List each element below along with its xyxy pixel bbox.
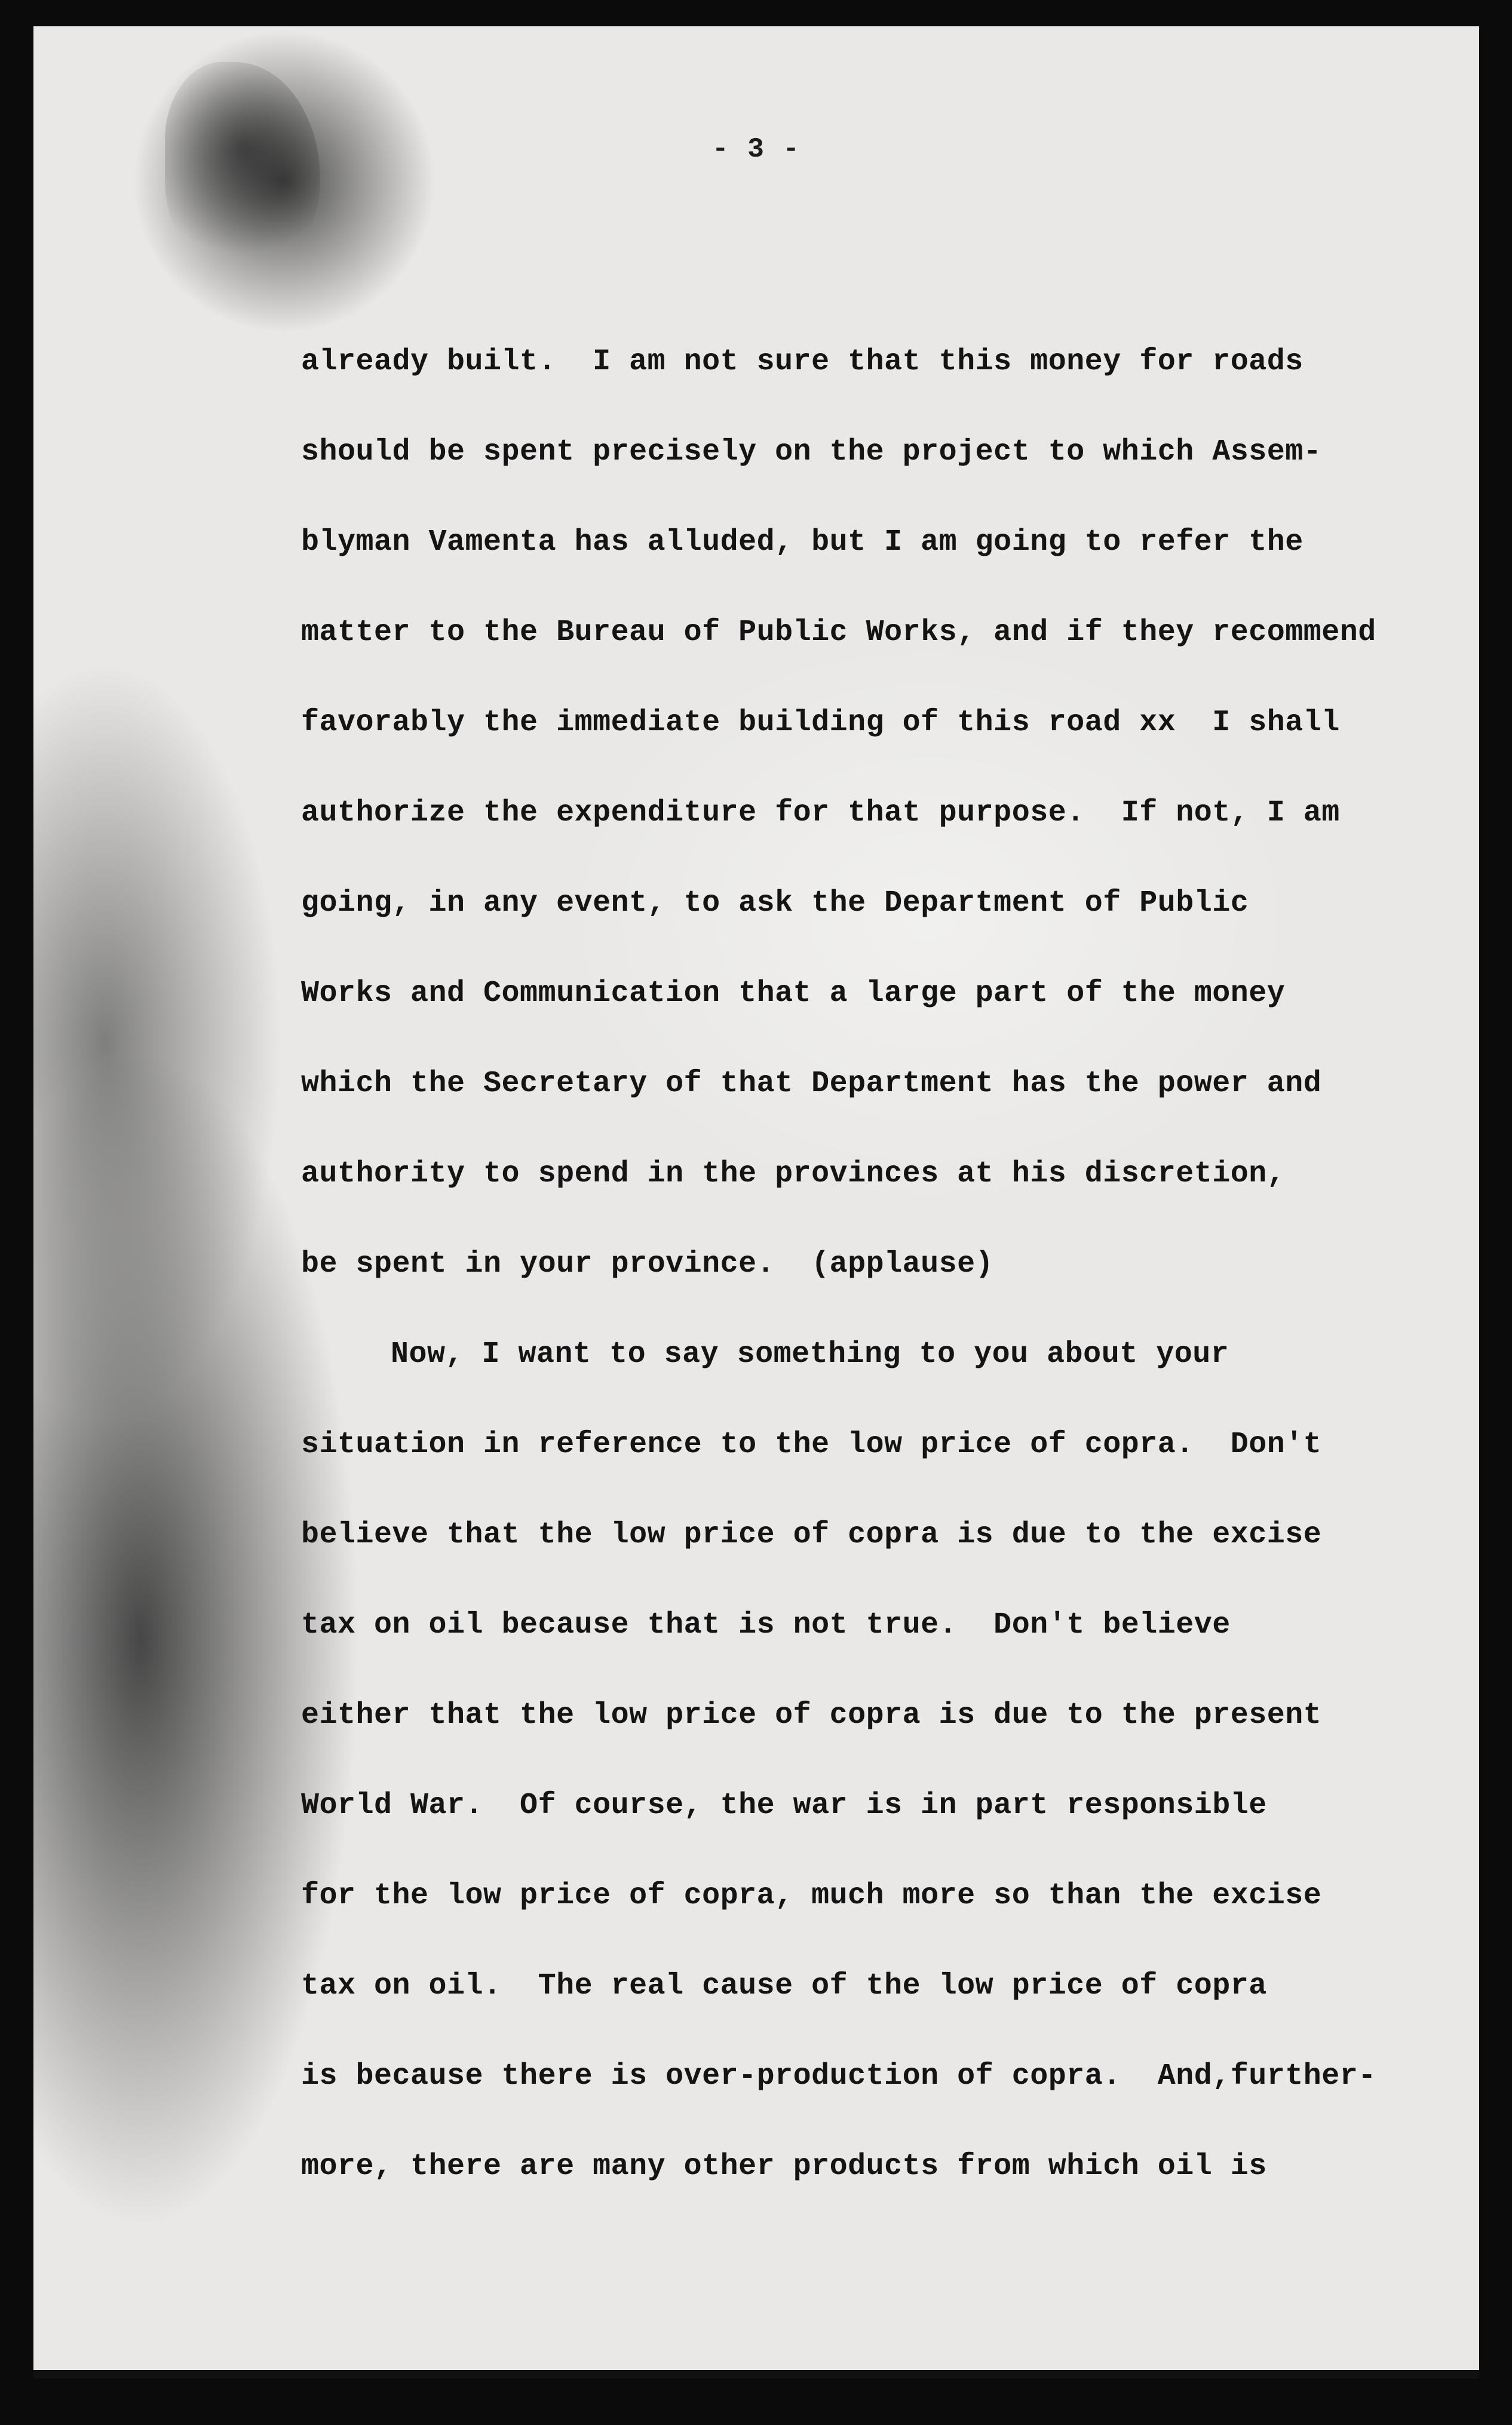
text-line: for the low price of copra, much more so than the excise [301,1879,1322,1913]
text-line: situation in reference to the low price of copra. Don't [301,1428,1322,1462]
text-line: which the Secretary of that Department has the power and [301,1067,1322,1101]
paragraph-start-line: Now, I want to say something to you about your [391,1337,1229,1371]
text-line: is because there is over-production of copra. And,further- [301,2059,1376,2093]
film-edge [33,2370,1479,2378]
text-line: authorize the expenditure for that purpose. If not, I am [301,796,1340,830]
speech-text [301,317,1406,2212]
text-line: matter to the Bureau of Public Works, and if they recommend [301,616,1376,650]
text-line: believe that the low price of copra is due to the excise [301,1518,1322,1552]
text-line: World War. Of course, the war is in part responsible [301,1789,1267,1823]
text-line: more, there are many other products from which oil is [301,2150,1267,2184]
text-line: tax on oil because that is not true. Don't believe [301,1608,1231,1642]
text-line: blyman Vamenta has alluded, but I am going to refer the [301,525,1304,559]
binder-clip-shadow [165,62,320,277]
text-line: should be spent precisely on the project to which Assem- [301,435,1322,469]
typewritten-page [33,26,1479,2378]
text-line: tax on oil. The real cause of the low price of copra [301,1969,1267,2003]
text-line: either that the low price of copra is due to the present [301,1698,1322,1732]
page-number: - 3 - [711,134,801,165]
text-line: Works and Communication that a large part of the money [301,976,1286,1011]
text-line: already built. I am not sure that this money for roads [301,345,1304,379]
text-line: favorably the immediate building of this road xx I shall [301,706,1340,740]
text-line: be spent in your province. (applause) [301,1247,994,1281]
text-line: going, in any event, to ask the Department of Public [301,886,1249,920]
text-line: authority to spend in the provinces at his discretion, [301,1157,1286,1191]
